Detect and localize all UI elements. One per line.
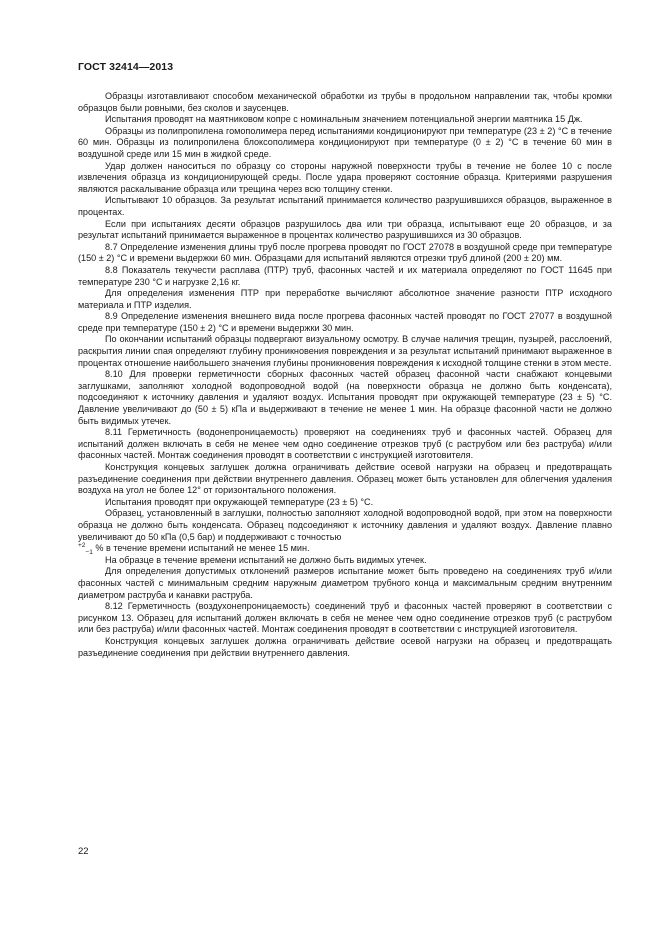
paragraph: Конструкция концевых заглушек должна ограничивать действие осевой нагрузки на образец и предотвращать разъединение соединения при действии внутреннего давления. [78, 635, 612, 658]
paragraph: Конструкция концевых заглушек должна ограничивать действие осевой нагрузки на образец и предотвращать разъединение соединения при действии внутреннего давления. Образец может быть установлен для облегчения удаления воздуха на угол не более 12° от горизонтального положения. [78, 462, 612, 496]
paragraph: Образцы из полипропилена гомополимера перед испытаниями кондиционируют при температуре (23 ± 2) °С в течение 60 мин. Образцы из полипропилена блоксополимера кондиционируют при температуре (0 ± 2) °С в течение 60 мин в воздушной среде или 15 мин в жидкой среде. [78, 125, 612, 159]
tolerance-lower: −1 [85, 548, 93, 556]
paragraph: Испытания проводят при окружающей температуре (23 ± 5) °С. [105, 496, 374, 507]
tolerance-line [78, 543, 612, 555]
tolerance-upper: +2 [78, 542, 86, 550]
document-header: ГОСТ 32414—2013 [78, 61, 174, 73]
paragraph: Образец, установленный в заглушки, полностью заполняют холодной водопроводной водой, при этом на поверхности образца не должно быть конденсата. Образец подсоединяют к источнику давления и удаляют воздух. Давление плавно увеличивают до 50 кПа (0,5 бар) и поддерживают с точностью [78, 508, 612, 542]
paragraph: Если при испытаниях десяти образцов разрушилось два или три образца, испытывают еще 20 образцов, и за результат испытаний принимается выраженное в процентах количество разрушившихся из 30 образцов. [78, 218, 612, 241]
paragraph: 8.9 Определение изменения внешнего вида после прогрева фасонных частей проводят по ГОСТ 27077 в воздушной среде при температуре (150 ± 2) °С и времени выдержки 30 мин. [78, 311, 612, 333]
body-text [78, 91, 612, 659]
paragraph: 8.12 Герметичность (воздухонепроницаемость) соединений труб и фасонных частей проверяют в соответствии с рисунком 13. Образец для испытаний должен включать в себя не менее чем одно соединение отрезков труб (с раструбом или без раструба) и/или фасонных частей. Монтаж соединения проводят в соответствии с инструкцией изготовителя. [78, 601, 612, 635]
paragraph: Образцы изготавливают способом механической обработки из трубы в продольном направлении так, чтобы кромки образцов были ровными, без сколов и заусенцев. [78, 91, 612, 113]
paragraph: Испытывают 10 образцов. За результат испытаний принимается количество разрушившихся образцов, выраженное в процентах. [78, 195, 612, 217]
paragraph: Удар должен наноситься по образцу со стороны наружной поверхности трубы в течение не более 10 с после извлечения образца из кондиционирующей среды. После удара проверяют состояние образца. Критериями разрушения являются раскалывание образца или трещина через всю толщину стенки. [78, 160, 612, 194]
paragraph: 8.8 Показатель текучести расплава (ПТР) труб, фасонных частей и их материала определяют по ГОСТ 11645 при температуре 230 °С и нагрузке 2,16 кг. [78, 264, 612, 287]
tolerance-tail: % в течение времени испытаний не менее 15 мин. [95, 543, 310, 554]
page-number: 22 [78, 846, 89, 857]
paragraph: По окончании испытаний образцы подвергают визуальному осмотру. В случае наличия трещин, пузырей, расслоений, раскрытия линии спая определяют глубину проникновения повреждения и за результат испытаний принимают выраженное в процентах отношение наибольшего значения глубины проникновения повреждения к исходной толщине стенки в этом месте. [78, 334, 612, 368]
paragraph: На образце в течение времени испытаний не должно быть видимых утечек. [105, 554, 427, 565]
paragraph: Для определения допустимых отклонений размеров испытание может быть проведено на соединениях труб и/или фасонных частей с минимальным средним наружным диаметром трубного конца и максимальным средним внутренним диаметром раструба и канавки раструба. [78, 566, 612, 600]
paragraph: Испытания проводят на маятниковом копре с номинальным значением потенциальной энергии маятника 15 Дж. [105, 114, 583, 125]
paragraph: 8.7 Определение изменения длины труб после прогрева проводят по ГОСТ 27078 в воздушной среде при температуре (150 ± 2) °С и времени выдержки 60 мин. Образцами для испытаний являются отрезки труб длиной (200 ± 20) мм. [78, 241, 612, 264]
paragraph: 8.10 Для проверки герметичности сборных фасонных частей образец фасонной части снабжают концевыми заглушками, заполняют холодной водопроводной водой (на поверхности образца не должно быть конденсата), подсоединяют к источнику давления и удаляют воздух. Испытания проводят при окружающей температуре (23 ± 5) °С. Давление увеличивают до (50 ± 5) кПа и выдерживают в течение не менее 1 мин. На образце фасонной части не должно быть видимых утечек. [78, 369, 612, 426]
paragraph: 8.11 Герметичность (водонепроницаемость) проверяют на соединениях труб и фасонных частей. Образец для испытаний должен включать в себя не менее чем одно соединение отрезков труб (с раструбом или без раструба) и/или фасонных частей. Монтаж соединения проводят в соответствии с инструкцией изготовителя. [78, 427, 612, 461]
paragraph: Для определения изменения ПТР при переработке вычисляют абсолютное значение разности ПТР исходного материала и ПТР изделия. [78, 288, 612, 310]
